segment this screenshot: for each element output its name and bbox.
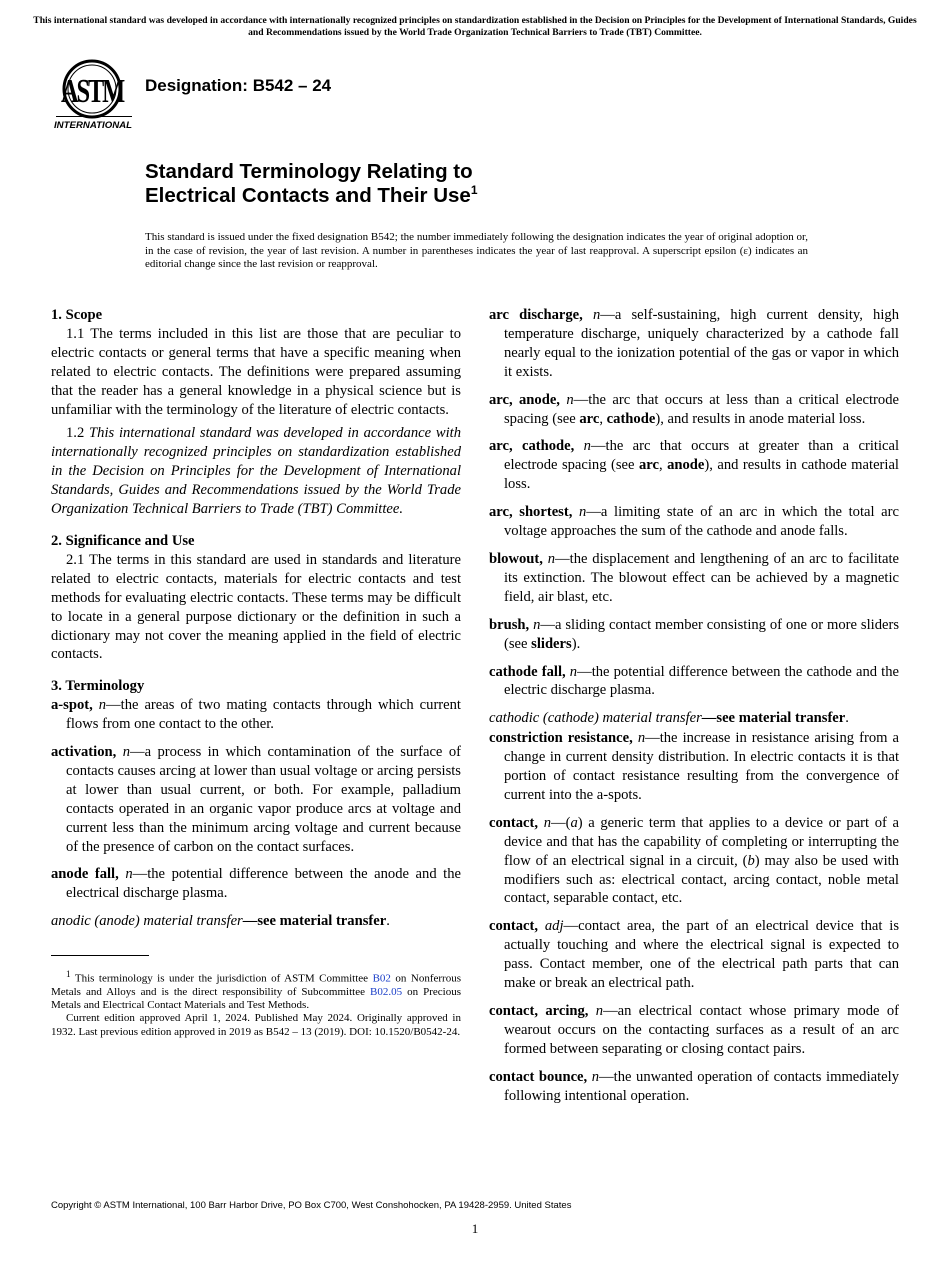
term-name: brush, <box>489 616 530 633</box>
footnote-2: Current edition approved April 1, 2024. Published May 2024. Originally approved in 1932. Last previous edition approved in 2019 as B542 – 13 (2019). DOI: 10.1520/B0542-24. <box>51 1012 461 1038</box>
term-arc-cathode <box>489 437 899 494</box>
term-a-spot <box>51 696 461 734</box>
term-name: cathodic (cathode) material transfer <box>489 710 702 727</box>
title-line-2 <box>145 184 478 208</box>
term-arc-anode <box>489 391 899 429</box>
term-definition: —the areas of two mating contacts through which current flows from one contact to the other. <box>66 697 461 733</box>
term-activation <box>51 743 461 856</box>
term-pos: n <box>591 1068 600 1085</box>
section-heading-significance: 2. Significance and Use <box>51 532 195 549</box>
footnote-text: on Nonferrous Metals and Alloys and is the direct responsibility of Subcommittee <box>51 972 461 999</box>
term-name: anodic (anode) material transfer <box>51 913 243 930</box>
see-label: —see <box>701 710 736 727</box>
left-column <box>51 306 461 1039</box>
para-number: 1.1 <box>66 325 85 342</box>
cross-reference: material transfer <box>279 913 387 930</box>
term-pos: n <box>543 814 551 831</box>
footnote <box>51 968 461 1039</box>
term-definition: —a limiting state of an arc in which the total arc voltage approaches the sum of the cathode and anode falls. <box>504 504 899 540</box>
term-name: contact, <box>489 918 539 935</box>
list-marker: b <box>747 852 755 869</box>
term-definition: —the arc that occurs at less than a critical electrode spacing (see <box>504 391 899 427</box>
term-pos: n <box>547 550 556 567</box>
term-name: anode fall, <box>51 866 119 883</box>
cross-reference: cathode <box>606 410 656 427</box>
term-name: activation, <box>51 744 117 761</box>
designation <box>145 76 331 96</box>
see-label: —see <box>242 913 276 930</box>
svg-text:ASTM: ASTM <box>61 73 126 110</box>
cross-reference: anode <box>667 457 705 474</box>
page-title <box>145 160 478 208</box>
term-definition: ), and results in cathode material loss. <box>504 457 899 493</box>
term-definition: —the unwanted operation of contacts immediately following intentional operation. <box>504 1068 899 1104</box>
cross-reference: arc <box>579 410 600 427</box>
term-name: a-spot, <box>51 697 93 714</box>
right-column <box>489 306 899 1115</box>
term-pos: n <box>595 1003 604 1019</box>
term-pos: n <box>533 616 541 633</box>
term-definition: ) may also be used with modifiers such as: electrical contact, arcing contact, noble metal contact, separable contact, etc. <box>504 852 899 907</box>
term-pos: n <box>583 438 591 455</box>
term-pos: adj <box>544 918 564 935</box>
term-definition: ) a generic term that applies to a device or part of a device and that has the capability of completing or interrupting the flow of an electrical signal in a circuit, ( <box>504 814 899 869</box>
term-name: arc discharge, <box>489 307 583 323</box>
term-name: contact, arcing, <box>489 1003 589 1019</box>
term-anode-fall <box>51 865 461 903</box>
footnote-rule <box>51 955 149 956</box>
term-definition: —the displacement and lengthening of an arc to facilitate its extinction. The blowout effect can be achieved by a magnetic field, air blast, etc. <box>504 550 899 605</box>
para-number: 2.1 <box>66 551 85 568</box>
term-cathode-fall <box>489 663 899 701</box>
term-definition: —a self-sustaining, high current density, high temperature discharge, uniquely characterized by a cathode fall nearly equal to the ionization potential of the gas or vapor in which it exists. <box>504 307 899 380</box>
title-line-2-text: Electrical Contacts and Their Use <box>145 184 471 207</box>
term-contact-arcing <box>489 1002 899 1059</box>
term-pos: n <box>98 697 107 714</box>
term-pos: n <box>569 663 578 680</box>
list-marker: a <box>570 814 578 831</box>
term-pos: n <box>637 730 646 747</box>
term-arc-shortest <box>489 503 899 541</box>
section-heading-terminology: 3. Terminology <box>51 678 145 695</box>
cross-reference: arc <box>638 457 659 474</box>
punctuation: . <box>845 710 849 727</box>
term-pos: n <box>592 307 601 323</box>
term-name: arc, cathode, <box>489 438 575 455</box>
para-text: The terms included in this list are those that are peculiar to electric contacts or general terms that have a specific meaning when related to electric contacts. The definitions were prepared assuming that the reader has a general knowledge in a physical science but is unfamiliar with the terminology of the literature of electric contacts. <box>51 325 461 418</box>
term-definition: —a process in which contamination of the surface of contacts causes arcing at lower than usual voltage or arcing persists at lower than usual current, or both. For example, palladium contacts operated in an organic vapor produce arcs at voltage and current less than the minimum arcing voltage and current because of the presence of carbon on the contact surfaces. <box>66 744 461 855</box>
para-text: The terms in this standard are used in standards and literature related to electric contacts, materials for electric contacts and test methods for evaluating electric contacts. These terms may be difficult to locate in a general purpose dictionary or the definition in such a dictionary may not cover the meaning applied in the field of electric contacts. <box>51 551 461 663</box>
term-name: contact bounce, <box>489 1068 588 1085</box>
term-arc-discharge <box>489 306 899 382</box>
para-number: 1.2 <box>66 425 85 442</box>
term-name: constriction resistance, <box>489 730 633 747</box>
term-constriction-resistance <box>489 729 899 805</box>
footnote-text: This terminology is under the jurisdiction of ASTM Committee <box>74 972 369 985</box>
separator: , <box>599 410 607 427</box>
term-pos: n <box>579 504 587 521</box>
astm-logo-graphic <box>52 56 136 132</box>
term-name: blowout, <box>489 550 543 567</box>
committee-link[interactable]: B02 <box>372 972 391 985</box>
subcommittee-link[interactable]: B02.05 <box>369 986 403 999</box>
term-blowout <box>489 550 899 607</box>
title-line-1: Standard Terminology Relating to <box>145 160 473 183</box>
tbt-notice: This international standard was developed in accordance with internationally recognized principles on standardization established in the Decision on Principles for the Development of International Standards, Guides and Recommendations issued by the World Trade Organization Technical Barriers to Trade (TBT) Committee. <box>33 15 917 38</box>
preamble: This standard is issued under the fixed designation B542; the number immediately following the designation indicates the year of original adoption or, in the case of revision, the year of last revision. A number in parentheses indicates the year of last reapproval. A superscript epsilon (ε) indicates an editorial change since the last revision or reapproval. <box>145 231 808 270</box>
section-heading-scope: 1. Scope <box>51 307 103 323</box>
designation-label: Designation: <box>145 76 248 95</box>
term-definition: —contact area, the part of an electrical device that is actually touching and where the electrical signal is expected to pass. Contact member, one of the electrical path parts that can make or break an electrical path. <box>504 918 899 992</box>
term-definition: —the arc that occurs at greater than a critical electrode spacing (see <box>504 438 900 474</box>
footnote-mark: 1 <box>66 969 71 980</box>
term-definition: ). <box>571 635 581 652</box>
term-pos: n <box>566 391 574 408</box>
term-name: contact, <box>489 814 539 831</box>
term-definition: —( <box>550 814 571 831</box>
cross-reference: sliders <box>531 635 572 652</box>
designation-number: B542 – 24 <box>252 76 332 95</box>
term-cathodic-material-transfer <box>489 709 899 728</box>
term-definition: —the potential difference between the anode and the electrical discharge plasma. <box>66 866 461 902</box>
term-contact-bounce <box>489 1068 899 1106</box>
term-definition: —a sliding contact member consisting of one or more sliders (see <box>504 616 900 652</box>
footnote-text: on Precious Metals and Electrical Contact Materials and Test Methods. <box>51 986 461 1012</box>
term-pos: n <box>125 866 133 883</box>
term-name: cathode fall, <box>489 663 566 680</box>
footnote-1 <box>51 968 461 1012</box>
term-name: arc, shortest, <box>489 504 573 521</box>
punctuation: . <box>386 913 390 930</box>
astm-logo <box>52 56 136 132</box>
term-brush <box>489 616 899 654</box>
term-pos: n <box>122 744 130 761</box>
title-footnote-mark: 1 <box>470 183 478 198</box>
para-text: This international standard was developed in accordance with internationally recognized principles on standardization established in the Decision on Principles for the Development of International Standards, Guides and Recommendations issued by the World Trade Organization Technical Barriers to Trade (TBT) Committee. <box>51 425 462 518</box>
copyright-notice: Copyright © ASTM International, 100 Barr Harbor Drive, PO Box C700, West Conshohocken, PA 19428-2959. United States <box>51 1200 572 1211</box>
separator: , <box>658 457 668 474</box>
term-definition: —the potential difference between the cathode and the electric discharge plasma. <box>504 663 899 699</box>
spacer <box>51 524 461 532</box>
paragraph-2-1 <box>51 551 461 664</box>
paragraph-1-2 <box>51 424 461 519</box>
page-number: 1 <box>471 1221 479 1236</box>
term-definition: —the increase in resistance arising from a change in current density distribution. In electric contacts it is that portion of contact resistance resulting from the convergence of current into the a-spots. <box>504 730 899 803</box>
term-contact-noun <box>489 814 899 909</box>
term-definition: —an electrical contact whose primary mode of wearout occurs on the contacting surfaces as a result of an arc formed between separating or closing contact pairs. <box>504 1003 899 1057</box>
paragraph-1-1 <box>51 325 461 420</box>
spacer <box>51 669 461 677</box>
term-contact-adj <box>489 917 899 993</box>
cross-reference: material transfer <box>738 710 846 727</box>
svg-text:INTERNATIONAL: INTERNATIONAL <box>54 120 132 130</box>
term-name: arc, anode, <box>489 391 560 408</box>
term-definition: ), and results in anode material loss. <box>655 410 866 427</box>
term-anodic-material-transfer <box>51 912 461 931</box>
